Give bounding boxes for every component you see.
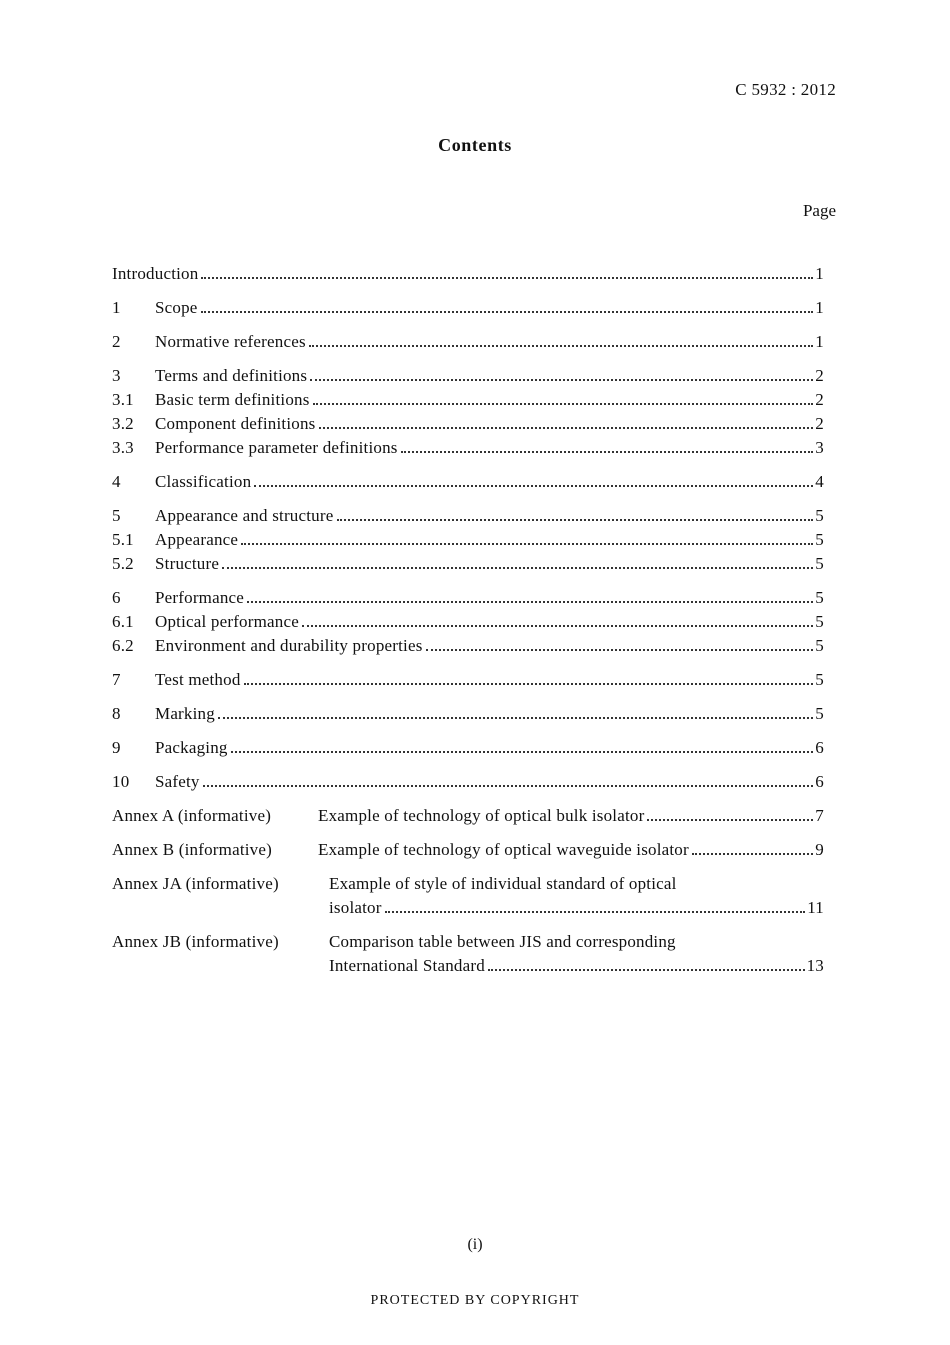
toc-entry-number: 5.2 — [112, 554, 134, 573]
toc-entry-title: Introduction — [112, 264, 199, 283]
toc-entry-page: 1 — [815, 298, 824, 317]
dot-leader — [244, 683, 814, 685]
toc-entry-page: 5 — [815, 636, 824, 655]
toc-entry-title: Scope — [155, 298, 198, 317]
toc-entry-title: Packaging — [155, 738, 228, 757]
toc-entry-number: 3 — [112, 366, 121, 385]
dot-leader — [337, 519, 814, 521]
annex-title-line — [329, 930, 824, 954]
dot-leader — [241, 543, 813, 545]
toc-entry-title: Safety — [155, 772, 200, 791]
annex-page: 13 — [806, 956, 824, 975]
toc-entry-title: Terms and definitions — [155, 366, 308, 385]
dot-leader — [247, 601, 813, 603]
toc-entry-number: 3.3 — [112, 438, 134, 457]
dot-leader — [309, 345, 814, 347]
annex-label: Annex JA (informative) — [112, 874, 279, 893]
dot-leader — [201, 277, 813, 279]
toc-annex-a[interactable] — [112, 804, 824, 828]
dot-leader — [231, 751, 814, 753]
annex-label: Annex A (informative) — [112, 806, 272, 825]
toc-entry-title: Appearance — [155, 530, 239, 549]
dot-leader — [218, 717, 813, 719]
toc-entry-title: Optical performance — [155, 612, 299, 631]
toc-entry-page: 2 — [815, 390, 824, 409]
page-column-label: Page — [802, 201, 836, 220]
toc-entry-number: 7 — [112, 670, 121, 689]
annex-title: Example of technology of optical bulk isolator — [318, 806, 645, 825]
toc-subentry[interactable] — [112, 610, 824, 634]
toc-entry[interactable] — [112, 770, 824, 794]
toc-annex-jb[interactable] — [112, 930, 824, 978]
toc-entry-number: 1 — [112, 298, 121, 317]
toc-entry[interactable] — [112, 702, 824, 726]
toc-entry-page: 3 — [815, 438, 824, 457]
toc-entry-number: 6.2 — [112, 636, 134, 655]
toc-entry-number: 8 — [112, 704, 121, 723]
toc-entry-page: 2 — [815, 414, 824, 433]
toc-entry-page: 5 — [815, 612, 824, 631]
dot-leader — [302, 625, 813, 627]
toc-entry-title: Performance parameter definitions — [155, 438, 398, 457]
toc-entry-number: 3.1 — [112, 390, 134, 409]
dot-leader — [647, 819, 813, 821]
toc-entry[interactable] — [112, 668, 824, 692]
toc-entry-title: Structure — [155, 554, 220, 573]
toc-entry-title: Environment and durability properties — [155, 636, 423, 655]
toc-entry-number: 10 — [112, 772, 130, 791]
toc-entry[interactable] — [112, 364, 824, 388]
toc-annex-b[interactable] — [112, 838, 824, 862]
toc-subentry[interactable] — [112, 528, 824, 552]
dot-leader — [319, 427, 814, 429]
dot-leader — [385, 911, 806, 913]
annex-title-line — [329, 872, 824, 896]
page-number: (i) — [467, 1236, 483, 1253]
toc-entry-title: Classification — [155, 472, 252, 491]
toc-subentry[interactable] — [112, 552, 824, 576]
toc-subentry[interactable] — [112, 634, 824, 658]
toc-entry-number: 9 — [112, 738, 121, 757]
toc-entry-page: 5 — [815, 704, 824, 723]
dot-leader — [222, 567, 813, 569]
annex-title-line — [329, 896, 824, 920]
dot-leader — [310, 379, 813, 381]
toc-entry-number: 4 — [112, 472, 121, 491]
annex-title-block — [329, 930, 824, 978]
toc-entry-page: 5 — [815, 530, 824, 549]
toc-entry-page: 6 — [815, 738, 824, 757]
toc-entry-page: 6 — [815, 772, 824, 791]
dot-leader — [254, 485, 813, 487]
annex-title-line1: Example of style of individual standard of optical — [329, 874, 677, 893]
toc-subentry[interactable] — [112, 388, 824, 412]
dot-leader — [203, 785, 814, 787]
toc-entry-page: 4 — [815, 472, 824, 491]
annex-label: Annex B (informative) — [112, 840, 272, 859]
dot-leader — [692, 853, 813, 855]
dot-leader — [401, 451, 814, 453]
toc-entry-page: 1 — [815, 332, 824, 351]
annex-title-block — [329, 872, 824, 920]
annex-page: 9 — [815, 840, 824, 859]
toc-entry[interactable] — [112, 736, 824, 760]
annex-title-line1: Comparison table between JIS and corresponding — [329, 932, 676, 951]
toc-entry-number: 6 — [112, 588, 121, 607]
toc-entry-page: 2 — [815, 366, 824, 385]
annex-page: 7 — [815, 806, 824, 825]
toc-entry-page: 5 — [815, 670, 824, 689]
annex-label: Annex JB (informative) — [112, 932, 279, 951]
toc-entry-number: 2 — [112, 332, 121, 351]
dot-leader — [426, 649, 814, 651]
annex-title-line2: International Standard — [329, 956, 485, 975]
toc-entry-title: Component definitions — [155, 414, 316, 433]
toc-entry-title: Appearance and structure — [155, 506, 334, 525]
page-title: Contents — [438, 135, 512, 155]
annex-title: Example of technology of optical waveguide isolator — [318, 840, 689, 859]
toc-entry[interactable] — [112, 330, 824, 354]
toc-entry-title: Performance — [155, 588, 245, 607]
toc-annex-ja[interactable] — [112, 872, 824, 920]
annex-title-line — [329, 954, 824, 978]
dot-leader — [313, 403, 814, 405]
annex-title-line2: isolator — [329, 898, 382, 917]
dot-leader — [488, 969, 805, 971]
toc-entry-introduction[interactable] — [112, 262, 824, 286]
toc-entry-page: 5 — [815, 554, 824, 573]
table-of-contents — [112, 262, 824, 978]
toc-entry[interactable] — [112, 504, 824, 528]
copyright-notice: PROTECTED BY COPYRIGHT — [370, 1293, 580, 1308]
toc-entry-title: Basic term definitions — [155, 390, 310, 409]
toc-entry[interactable] — [112, 296, 824, 320]
toc-subentry[interactable] — [112, 436, 824, 460]
toc-subentry[interactable] — [112, 412, 824, 436]
toc-entry-page: 5 — [815, 506, 824, 525]
toc-entry-page: 5 — [815, 588, 824, 607]
toc-entry-page: 1 — [815, 264, 824, 283]
toc-entry[interactable] — [112, 470, 824, 494]
dot-leader — [201, 311, 814, 313]
toc-entry-number: 5 — [112, 506, 121, 525]
toc-entry-title: Normative references — [155, 332, 306, 351]
toc-entry[interactable] — [112, 586, 824, 610]
annex-page: 11 — [807, 898, 824, 917]
document-number: C 5932 : 2012 — [735, 80, 836, 99]
toc-entry-title: Marking — [155, 704, 215, 723]
toc-entry-number: 6.1 — [112, 612, 134, 631]
toc-entry-number: 3.2 — [112, 414, 134, 433]
toc-entry-number: 5.1 — [112, 530, 134, 549]
toc-entry-title: Test method — [155, 670, 241, 689]
